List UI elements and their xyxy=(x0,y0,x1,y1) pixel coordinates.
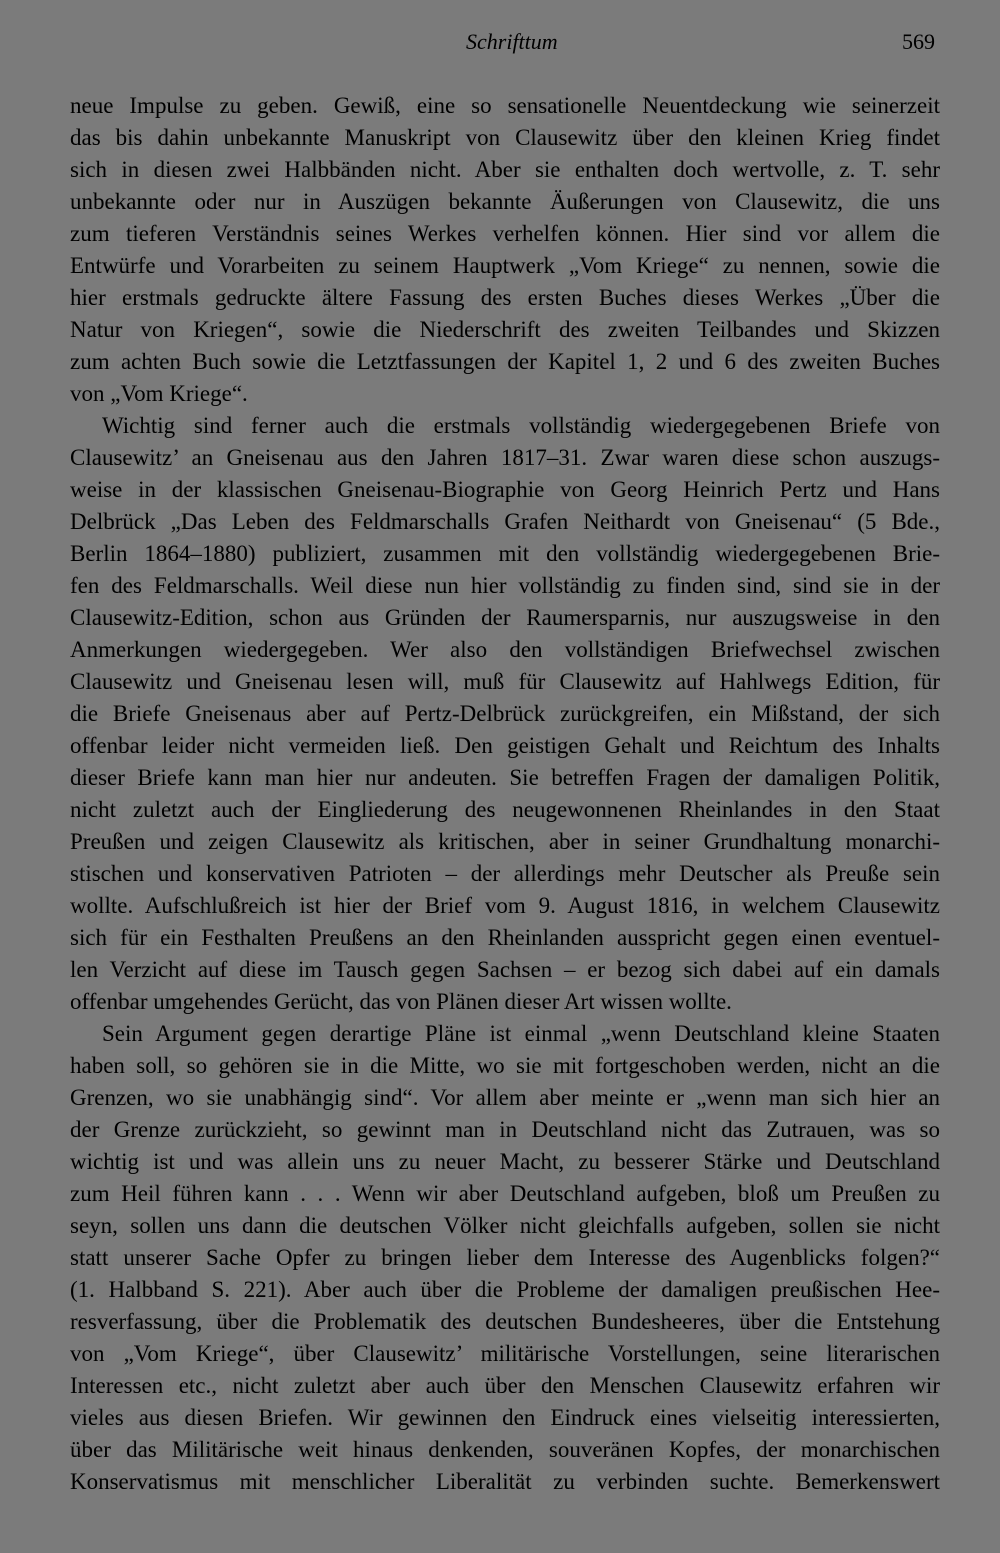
paragraph xyxy=(70,1018,940,1498)
text-line: Anmerkungen wiedergegeben. Wer also den vollständigen Briefwechsel zwischen xyxy=(70,637,940,662)
text-line: offenbar leider nicht vermeiden ließ. Den geistigen Gehalt und Reichtum des Inhalts xyxy=(70,733,940,758)
text-line: Grenzen, wo sie unabhängig sind“. Vor allem aber meinte er „wenn man sich hier an xyxy=(70,1085,940,1110)
text-line: stischen und konservativen Patrioten – der allerdings mehr Deutscher als Preuße sein xyxy=(70,861,940,886)
running-head xyxy=(0,26,1000,58)
text-line: sich für ein Festhalten Preußens an den Rheinlanden ausspricht gegen einen eventuel- xyxy=(70,925,940,950)
text-line: Interessen etc., nicht zuletzt aber auch über den Menschen Clausewitz erfahren wir xyxy=(70,1373,940,1398)
text-line: die Briefe Gneisenaus aber auf Pertz-Delbrück zurückgreifen, ein Mißstand, der sich xyxy=(70,701,940,726)
text-line: Natur von Kriegen“, sowie die Niederschrift des zweiten Teilbandes und Skizzen xyxy=(70,317,940,342)
text-line: Clausewitz und Gneisenau lesen will, muß für Clausewitz auf Hahlwegs Edition, für xyxy=(70,669,940,694)
text-line: der Grenze zurückzieht, so gewinnt man in Deutschland nicht das Zutrauen, was so xyxy=(70,1117,940,1142)
text-line: len Verzicht auf diese im Tausch gegen Sachsen – er bezog sich dabei auf ein damals xyxy=(70,957,940,982)
text-line: von „Vom Kriege“. xyxy=(70,381,248,406)
text-line: dieser Briefe kann man hier nur andeuten. Sie betreffen Fragen der damaligen Politik, xyxy=(70,765,940,790)
text-line: Berlin 1864–1880) publiziert, zusammen mit den vollständig wiedergegebenen Brie- xyxy=(70,541,940,566)
text-line: weise in der klassischen Gneisenau-Biographie von Georg Heinrich Pertz und Hans xyxy=(70,477,940,502)
text-line: seyn, sollen uns dann die deutschen Völker nicht gleichfalls aufgeben, sollen sie nicht xyxy=(70,1213,940,1238)
text-line: haben soll, so gehören sie in die Mitte, wo sie mit fortgeschoben werden, nicht an die xyxy=(70,1053,940,1078)
text-line: statt unserer Sache Opfer zu bringen lieber dem Interesse des Augenblicks folgen?“ xyxy=(70,1245,940,1270)
text-line: hier erstmals gedruckte ältere Fassung des ersten Buches dieses Werkes „Über die xyxy=(70,285,940,310)
text-line: zum achten Buch sowie die Letztfassungen der Kapitel 1, 2 und 6 des zweiten Buches xyxy=(70,349,940,374)
text-line: Delbrück „Das Leben des Feldmarschalls Grafen Neithardt von Gneisenau“ (5 Bde., xyxy=(70,509,940,534)
page-number: 569 xyxy=(902,29,935,54)
text-line: Preußen und zeigen Clausewitz als kritischen, aber in seiner Grundhaltung monarchi- xyxy=(70,829,940,854)
running-title: Schrifttum xyxy=(466,29,558,54)
text-line: nicht zuletzt auch der Eingliederung des neugewonnenen Rheinlandes in den Staat xyxy=(70,797,940,822)
text-line: Konservatismus mit menschlicher Liberalität zu verbinden suchte. Bemerkenswert xyxy=(70,1469,940,1494)
text-line: unbekannte oder nur in Auszügen bekannte Äußerungen von Clausewitz, die uns xyxy=(70,189,940,214)
text-line: Clausewitz’ an Gneisenau aus den Jahren 1817–31. Zwar waren diese schon auszugs- xyxy=(70,445,940,470)
text-line: Sein Argument gegen derartige Pläne ist einmal „wenn Deutschland kleine Staaten xyxy=(102,1021,940,1046)
text-line: Clausewitz-Edition, schon aus Gründen der Raumersparnis, nur auszugsweise in den xyxy=(70,605,940,630)
text-line: zum tieferen Verständnis seines Werkes verhelfen können. Hier sind vor allem die xyxy=(70,221,940,246)
text-line: Wichtig sind ferner auch die erstmals vollständig wiedergegebenen Briefe von xyxy=(102,413,940,438)
paragraph xyxy=(70,90,940,410)
paragraph xyxy=(70,410,940,1018)
text-line: wollte. Aufschlußreich ist hier der Brief vom 9. August 1816, in welchem Clausewitz xyxy=(70,893,940,918)
text-line: Entwürfe und Vorarbeiten zu seinem Hauptwerk „Vom Kriege“ zu nennen, sowie die xyxy=(70,253,940,278)
text-line: von „Vom Kriege“, über Clausewitz’ militärische Vorstellungen, seine literarischen xyxy=(70,1341,940,1366)
text-line: offenbar umgehendes Gerücht, das von Plänen dieser Art wissen wollte. xyxy=(70,989,732,1014)
text-line: das bis dahin unbekannte Manuskript von Clausewitz über den kleinen Krieg findet xyxy=(70,125,940,150)
text-line: vieles aus diesen Briefen. Wir gewinnen den Eindruck eines vielseitig interessierten, xyxy=(70,1405,940,1430)
text-line: wichtig ist und was allein uns zu neuer Macht, zu besserer Stärke und Deutschland xyxy=(70,1149,940,1174)
text-line: fen des Feldmarschalls. Weil diese nun hier vollständig zu finden sind, sind sie in der xyxy=(70,573,940,598)
text-line: resverfassung, über die Problematik des deutschen Bundesheeres, über die Entstehung xyxy=(70,1309,940,1334)
body-text xyxy=(70,90,940,1498)
text-line: (1. Halbband S. 221). Aber auch über die Probleme der damaligen preußischen Hee- xyxy=(70,1277,940,1302)
text-line: zum Heil führen kann . . . Wenn wir aber Deutschland aufgeben, bloß um Preußen zu xyxy=(70,1181,940,1206)
text-line: über das Militärische weit hinaus denkenden, souveränen Kopfes, der monarchischen xyxy=(70,1437,940,1462)
text-line: sich in diesen zwei Halbbänden nicht. Aber sie enthalten doch wertvolle, z. T. sehr xyxy=(70,157,940,182)
text-line: neue Impulse zu geben. Gewiß, eine so sensationelle Neuentdeckung wie seinerzeit xyxy=(70,93,940,118)
